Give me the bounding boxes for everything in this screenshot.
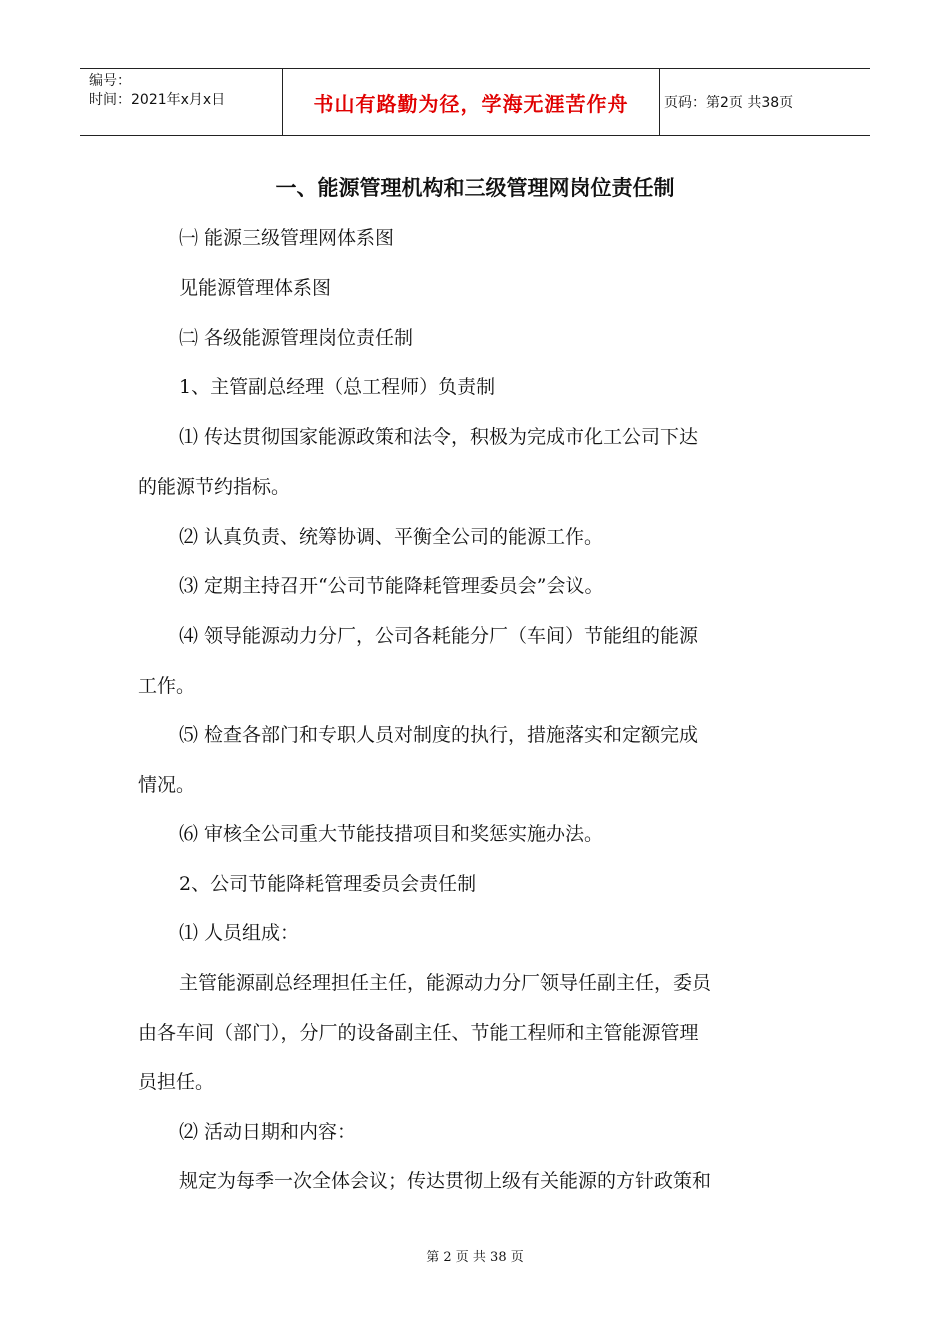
body-line: ⑴ 人员组成： (179, 922, 300, 944)
time-label: 时间：2021年x月x日 (89, 92, 226, 108)
body-line: 员担任。 (138, 1071, 215, 1093)
body-line: ㈠ 能源三级管理网体系图 (179, 227, 395, 249)
body-line: 由各车间（部门），分厂的设备副主任、节能工程师和主管能源管理 (138, 1022, 699, 1044)
header-page-info: 页码：第2页 共38页 (664, 95, 794, 111)
header-motto: 书山有路勤为径，学海无涯苦作舟 (282, 69, 660, 135)
body-line: 见能源管理体系图 (179, 277, 332, 299)
section-title: 一、能源管理机构和三级管理网岗位责任制 (275, 176, 675, 200)
body-line: ⑶ 定期主持召开“公司节能降耗管理委员会”会议。 (179, 575, 604, 597)
body-line: 1、主管副总经理（总工程师）负责制 (179, 376, 496, 398)
body-line: ㈡ 各级能源管理岗位责任制 (179, 327, 414, 349)
body-line: ⑸ 检查各部门和专职人员对制度的执行，措施落实和定额完成 (179, 724, 699, 746)
body-line: ⑵ 认真负责、统筹协调、平衡全公司的能源工作。 (179, 526, 604, 548)
body-line: 主管能源副总经理担任主任，能源动力分厂领导任副主任，委员 (179, 972, 712, 994)
body-line: ⑷ 领导能源动力分厂，公司各耗能分厂（车间）节能组的能源 (179, 625, 699, 647)
body-line: 的能源节约指标。 (138, 476, 291, 498)
body-line: 2、公司节能降耗管理委员会责任制 (179, 873, 477, 895)
body-line: 工作。 (138, 675, 196, 697)
page-footer: 第 2 页 共 38 页 (426, 1250, 524, 1265)
header-meta (80, 69, 282, 135)
body-line: ⑴ 传达贯彻国家能源政策和法令，积极为完成市化工公司下达 (179, 426, 699, 448)
body-line: ⑵ 活动日期和内容： (179, 1121, 357, 1143)
number-label: 编号： (89, 73, 131, 89)
page-header (80, 68, 870, 136)
body-line: 情况。 (138, 774, 196, 796)
body-line: ⑹ 审核全公司重大节能技措项目和奖惩实施办法。 (179, 823, 604, 845)
body-line: 规定为每季一次全体会议；传达贯彻上级有关能源的方针政策和 (179, 1170, 712, 1192)
